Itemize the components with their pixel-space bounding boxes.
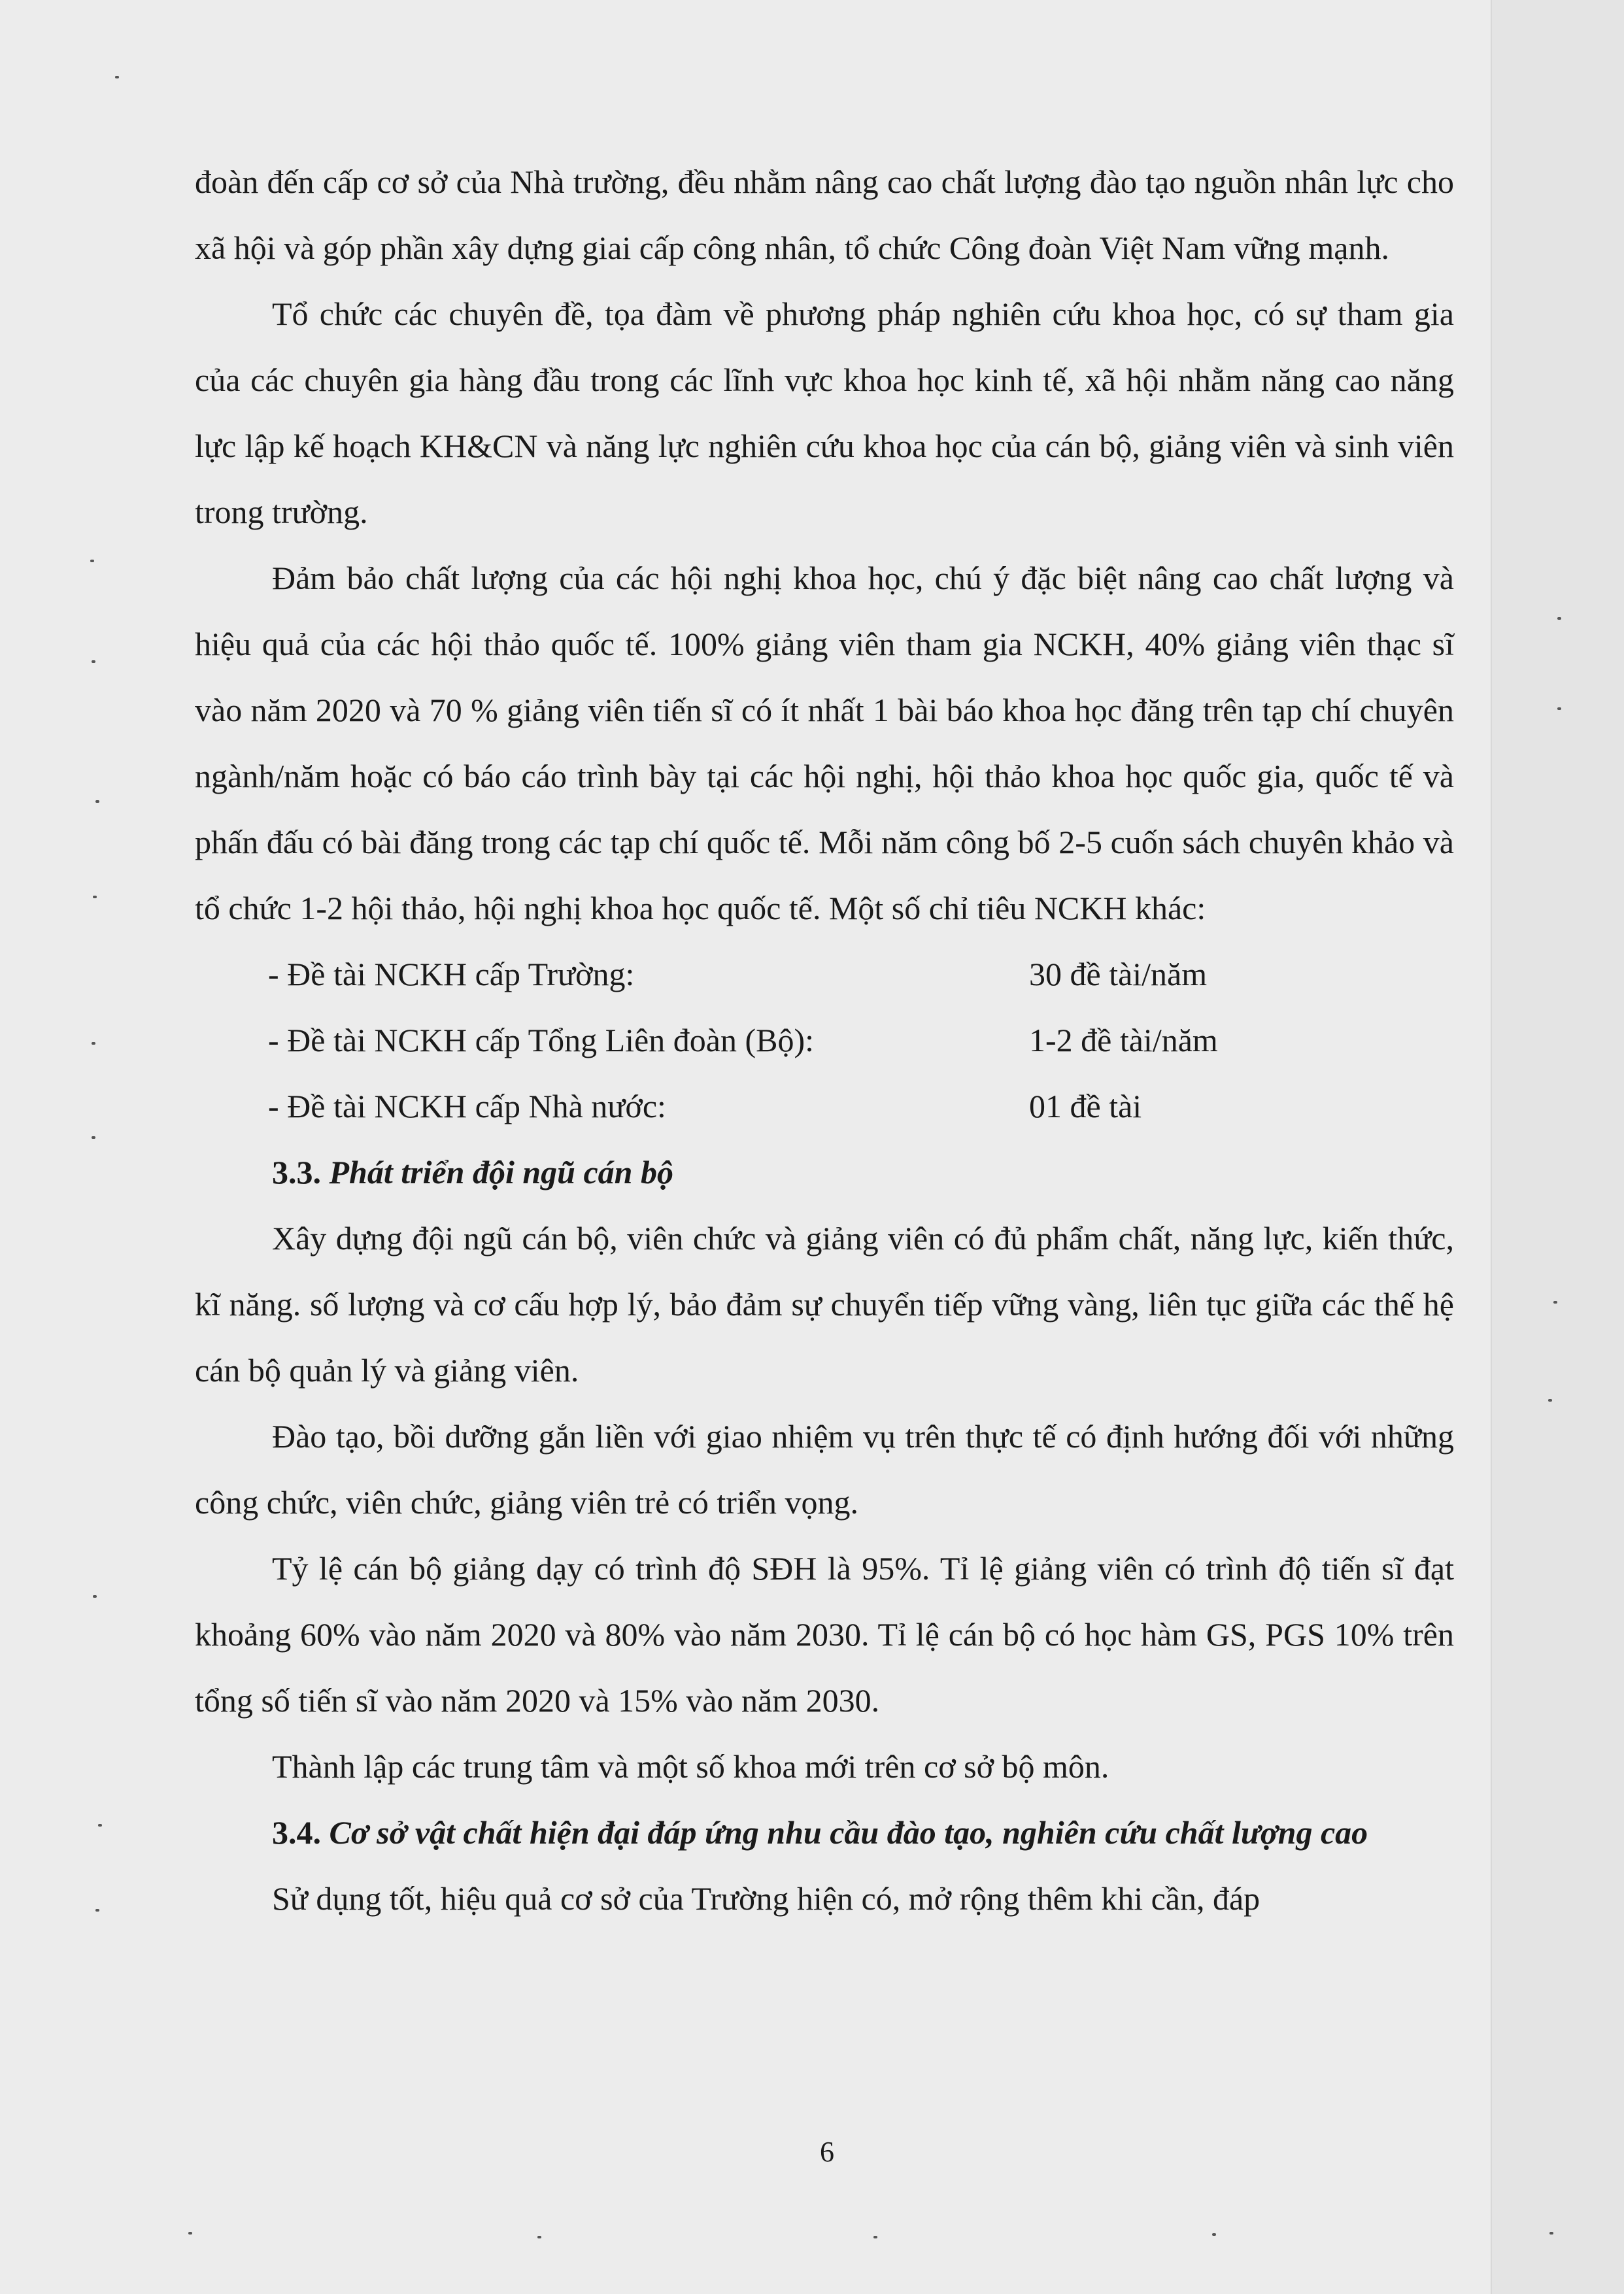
scan-speck xyxy=(92,660,95,663)
section-number: 3.3. xyxy=(272,1154,321,1190)
scan-speck xyxy=(92,1136,95,1139)
page-number: 6 xyxy=(820,2136,834,2168)
paragraph-continuation: đoàn đến cấp cơ sở của Nhà trường, đều nhằm nâng cao chất lượng đào tạo nguồn nhân lực cho xã hội và góp phần xây dựng giai cấp công nhân, tổ chức Công đoàn Việt Nam vững mạnh. xyxy=(195,163,1454,266)
scan-speck xyxy=(1212,2233,1216,2236)
target-row xyxy=(195,1007,1454,1073)
target-value: 1-2 đề tài/năm xyxy=(1029,1022,1218,1058)
scan-speck xyxy=(90,560,94,562)
paragraph-seminars: Tổ chức các chuyên đề, tọa đàm về phương pháp nghiên cứu khoa học, có sự tham gia của các chuyên gia hàng đầu trong các lĩnh vực khoa học kinh tế, xã hội nhằm năng cao năng lực lập kế hoạch KH&CN và năng lực nghiên cứu khoa học của cán bộ, giảng viên và sinh viên trong trường. xyxy=(195,295,1454,530)
scan-speck xyxy=(1548,1399,1552,1402)
target-label: - Đề tài NCKH cấp Nhà nước: xyxy=(268,1088,666,1124)
scan-speck xyxy=(115,76,119,78)
paragraph-training: Đào tạo, bồi dưỡng gắn liền với giao nhiệm vụ trên thực tế có định hướng đối với những công chức, viên chức, giảng viên trẻ có triển vọng. xyxy=(195,1418,1454,1521)
paragraph-staff-building: Xây dựng đội ngũ cán bộ, viên chức và giảng viên có đủ phẩm chất, năng lực, kiến thức, kĩ năng. số lượng và cơ cấu hợp lý, bảo đảm sự chuyển tiếp vững vàng, liên tục giữa các thế hệ cán bộ quản lý và giảng viên. xyxy=(195,1220,1454,1389)
paragraph-new-centers: Thành lập các trung tâm và một số khoa mới trên cơ sở bộ môn. xyxy=(272,1748,1109,1785)
scan-speck xyxy=(1557,617,1561,620)
section-number: 3.4. xyxy=(272,1814,321,1851)
paragraph-staff-ratio: Tỷ lệ cán bộ giảng dạy có trình độ SĐH là 95%. Tỉ lệ giảng viên có trình độ tiến sĩ đạt khoảng 60% vào năm 2020 và 80% vào năm 2030. Tỉ lệ cán bộ có học hàm GS, PGS 10% trên tổng số tiến sĩ vào năm 2020 và 15% vào năm 2030. xyxy=(195,1550,1454,1719)
document-body xyxy=(195,149,1454,1932)
scan-speck xyxy=(92,1042,95,1045)
target-row xyxy=(195,941,1454,1007)
scan-speck xyxy=(1553,1301,1557,1304)
target-label: - Đề tài NCKH cấp Trường: xyxy=(268,956,635,992)
scan-speck xyxy=(93,1595,97,1598)
section-title: Phát triển đội ngũ cán bộ xyxy=(329,1154,673,1190)
paragraph-conference-quality: Đảm bảo chất lượng của các hội nghị khoa học, chú ý đặc biệt nâng cao chất lượng và hiệu quả của các hội thảo quốc tế. 100% giảng viên tham gia NCKH, 40% giảng viên thạc sĩ vào năm 2020 và 70 % giảng viên tiến sĩ có ít nhất 1 bài báo khoa học đăng trên tạp chí chuyên ngành/năm hoặc có báo cáo trình bày tại các hội nghị, hội thảo khoa học quốc gia, quốc tế và phấn đấu có bài đăng trong các tạp chí quốc tế. Mỗi năm công bố 2-5 cuốn sách chuyên khảo và tổ chức 1-2 hội thảo, hội nghị khoa học quốc tế. Một số chỉ tiêu NCKH khác: xyxy=(195,560,1454,926)
section-title: Cơ sở vật chất hiện đại đáp ứng nhu cầu đào tạo, nghiên cứu chất lượng cao xyxy=(329,1814,1368,1851)
scan-speck xyxy=(1549,2232,1553,2235)
scan-speck xyxy=(537,2236,541,2238)
target-row xyxy=(195,1073,1454,1139)
scan-edge-strip xyxy=(1491,0,1624,2294)
target-value: 01 đề tài xyxy=(1029,1088,1142,1124)
target-label: - Đề tài NCKH cấp Tổng Liên đoàn (Bộ): xyxy=(268,1022,814,1058)
section-heading-3-3 xyxy=(195,1139,1454,1206)
paragraph-facilities: Sử dụng tốt, hiệu quả cơ sở của Trường hiện có, mở rộng thêm khi cần, đáp xyxy=(272,1880,1260,1917)
scan-speck xyxy=(95,800,99,803)
target-value: 30 đề tài/năm xyxy=(1029,956,1208,992)
section-heading-3-4 xyxy=(195,1800,1454,1866)
scan-speck xyxy=(95,1909,99,1912)
scan-speck xyxy=(98,1824,102,1827)
scan-speck xyxy=(93,896,97,898)
scan-speck xyxy=(873,2236,877,2238)
scan-speck xyxy=(188,2232,192,2235)
scan-speck xyxy=(1557,707,1561,710)
